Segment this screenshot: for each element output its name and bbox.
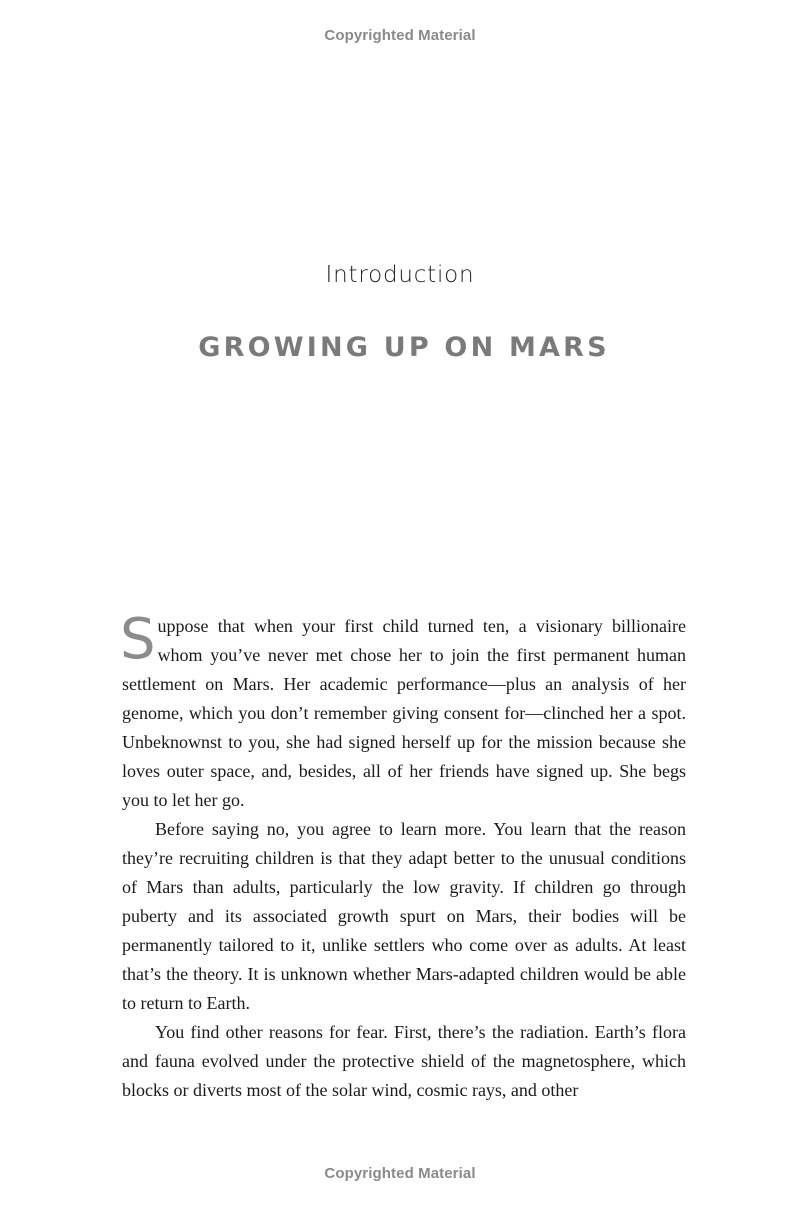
copyright-watermark-bottom: Copyrighted Material [324,1165,476,1182]
paragraph-1 [120,607,686,815]
copyright-watermark-top: Copyrighted Material [324,27,476,44]
chapter-title: GROWING UP ON MARS [198,332,610,363]
paragraph-2: Before saying no, you agree to learn more. You learn that the reason they’re recruiting children is that they adapt better to the unusual conditions of Mars than adults, particularly the low gravity. If children go through puberty and its associated growth spurt on Mars, their bodies will be permanently tailored to it, unlike settlers who come over as adults. At least that’s the theory. It is unknown whether Mars-adapted children would be able to return to Earth. [122,819,686,1013]
paragraph-3: You find other reasons for fear. First, there’s the radiation. Earth’s flora and fauna evolved under the protective shield of the magnetosphere, which blocks or diverts most of the solar wind, cosmic rays, and other [122,1022,686,1100]
drop-cap: S [120,607,156,672]
body-text [120,607,686,1105]
paragraph-1-text: uppose that when your first child turned ten, a visionary billionaire whom you’ve never met chose her to join the first permanent human settlement on Mars. Her academic performance—plus an analysis of her genome, which you don’t remember giving consent for—clinched her a spot. Unbeknownst to you, she had signed herself up for the mission because she loves outer space, and, besides, all of her friends have signed up. She begs you to let her go. [122,616,686,810]
chapter-label: Introduction [325,262,475,288]
